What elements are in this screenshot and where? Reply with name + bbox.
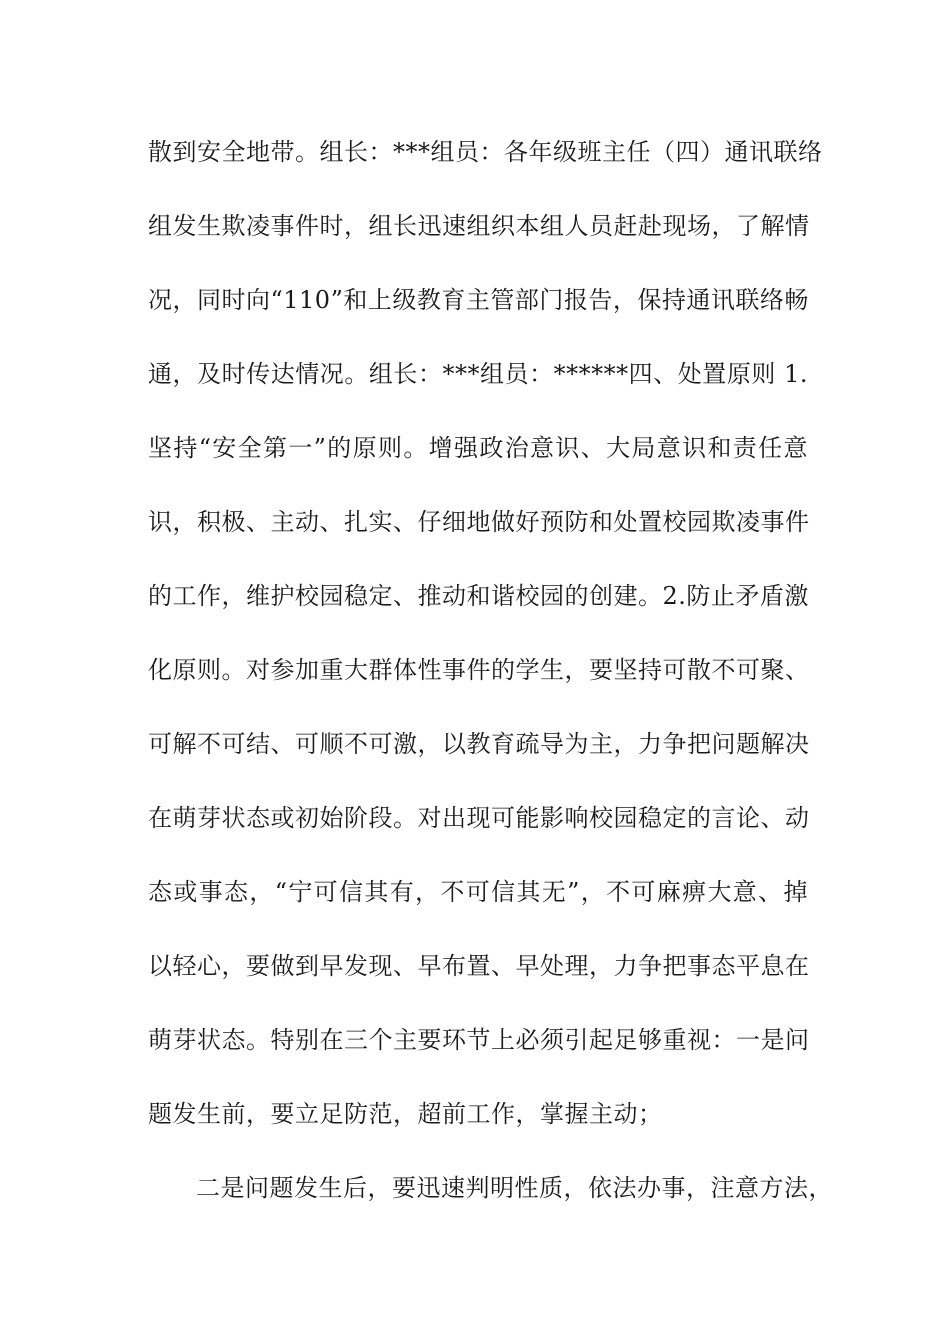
text-line: 的工作，维护校园稳定、推动和谐校园的创建。2.防止矛盾激 [148,582,809,610]
text-line: 题发生前，要立足防范，超前工作，掌握主动； [148,1100,663,1128]
text-line: 识，积极、主动、扎实、仔细地做好预防和处置校园欺凌事件 [148,508,810,536]
text-line: 化原则。对参加重大群体性事件的学生，要坚持可散不可聚、 [148,656,810,684]
text-line: 组发生欺凌事件时，组长迅速组织本组人员赶赴现场，了解情 [148,212,810,240]
text-line: 散到安全地带。组长：***组员：各年级班主任（四）通讯联络 [148,138,823,166]
text-line: 坚持“安全第一”的原则。增强政治意识、大局意识和责任意 [148,434,808,462]
text-line: 以轻心，要做到早发现、早布置、早处理，力争把事态平息在 [148,952,810,980]
text-line: 况，同时向“110”和上级教育主管部门报告，保持通讯联络畅 [148,286,809,314]
text-line: 通，及时传达情况。组长：***组员：******四、处置原则 1. [148,360,808,388]
text-line: 态或事态，“宁可信其有，不可信其无”，不可麻痹大意、掉 [148,878,808,906]
text-line: 萌芽状态。特别在三个主要环节上必须引起足够重视：一是问 [148,1026,810,1054]
text-line: 可解不可结、可顺不可激，以教育疏导为主，力争把问题解决 [148,730,810,758]
text-line: 在萌芽状态或初始阶段。对出现可能影响校园稳定的言论、动 [148,804,810,832]
paragraph-first-line: 二是问题发生后，要迅速判明性质，依法办事，注意方法， [196,1174,833,1202]
